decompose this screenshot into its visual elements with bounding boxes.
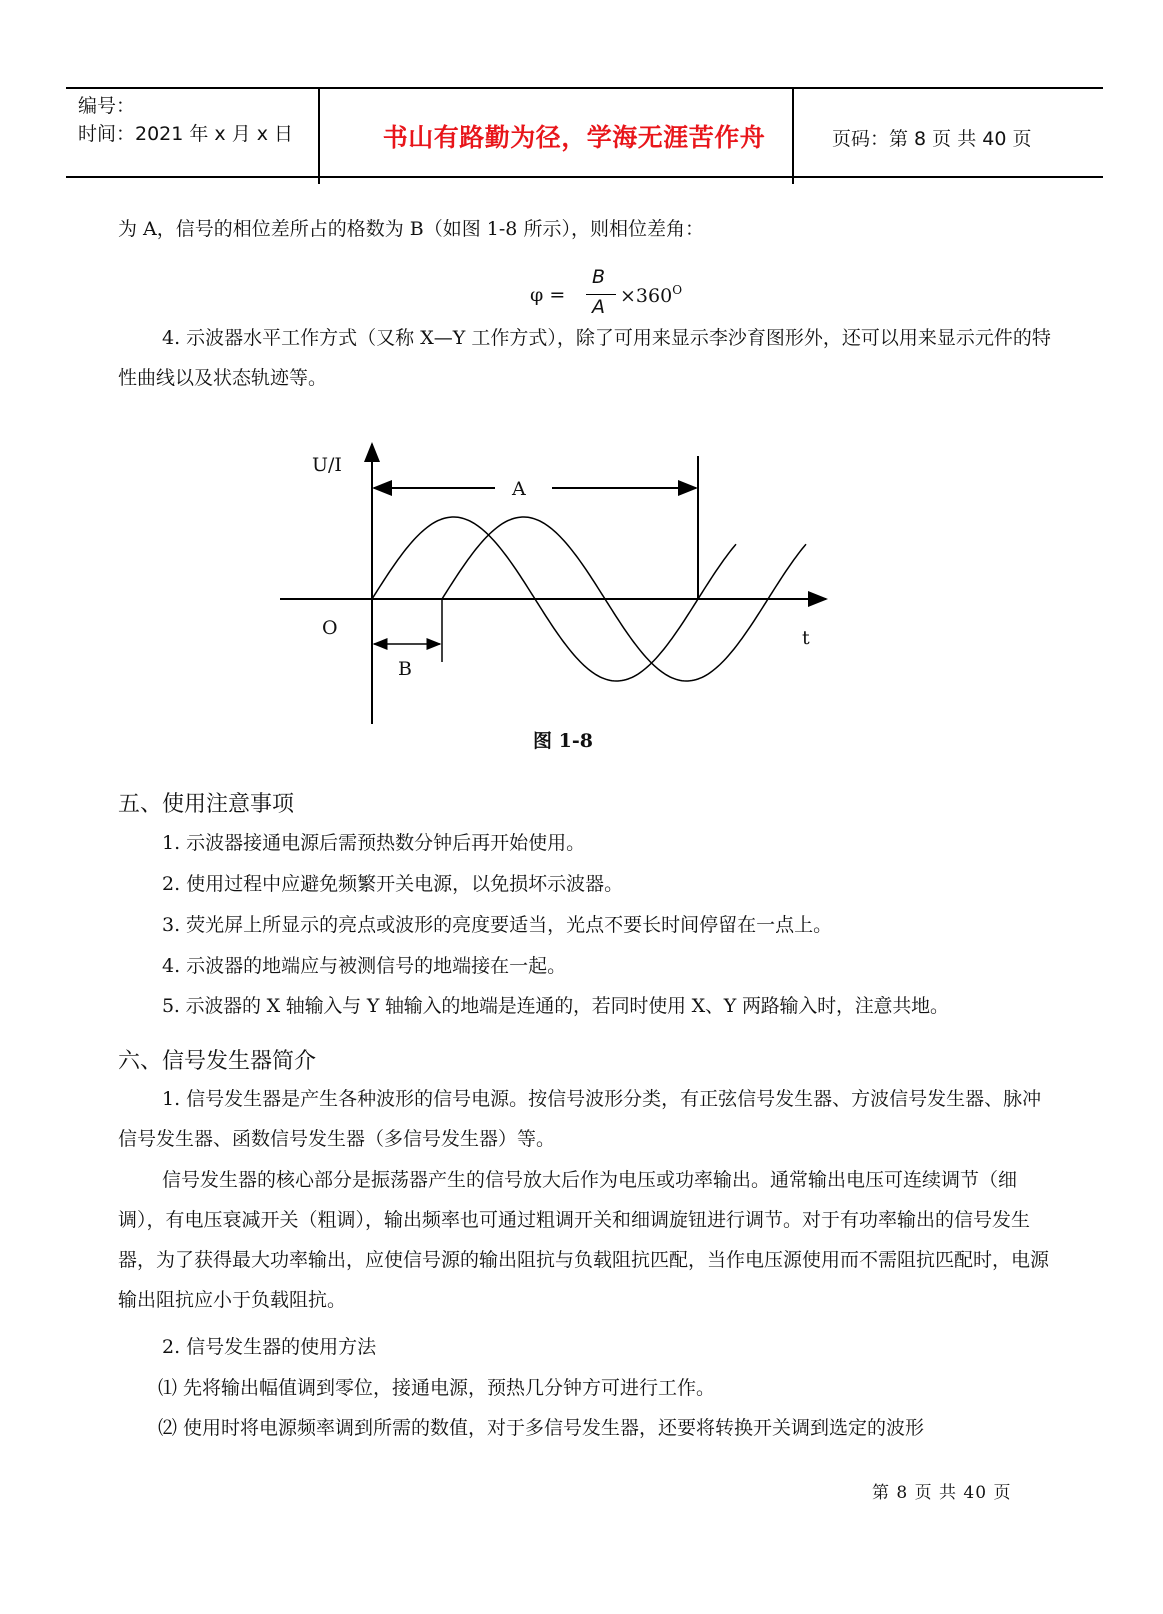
section-6-step-1: ⑴ 先将输出幅值调到零位，接通电源，预热几分钟方可进行工作。 <box>158 1377 716 1399</box>
formula-degree-mark: O <box>672 283 683 297</box>
section-5-item-5: 5. 示波器的 X 轴输入与 Y 轴输入的地端是连通的，若同时使用 X、Y 两路输入时，注意共地。 <box>162 995 949 1017</box>
section-6-paragraph-1: 1. 信号发生器是产生各种波形的信号电源。按信号波形分类，有正弦信号发生器、方波信号发生器、脉冲信号发生器、函数信号发生器（多信号发生器）等。 <box>118 1088 1042 1150</box>
figure-ylabel: U/I <box>312 454 342 476</box>
formula-numerator: B <box>592 266 606 288</box>
figure-xlabel: t <box>802 627 810 649</box>
section-6-heading: 六、信号发生器简介 <box>118 1049 317 1074</box>
header-page-info: 页码：第 8 页 共 40 页 <box>832 128 1032 150</box>
body-line-1: 为 A，信号的相位差所占的格数为 B（如图 1-8 所示），则相位差角： <box>118 218 704 240</box>
section-6-item-2: 2. 信号发生器的使用方法 <box>162 1336 377 1358</box>
section-5-item-3: 3. 荧光屏上所显示的亮点或波形的亮度要适当，光点不要长时间停留在一点上。 <box>162 914 833 936</box>
footer-page-number: 第 8 页 共 40 页 <box>872 1483 1012 1503</box>
section-5-item-4: 4. 示波器的地端应与被测信号的地端接在一起。 <box>162 955 567 977</box>
section-5-item-2: 2. 使用过程中应避免频繁开关电源，以免损坏示波器。 <box>162 873 624 895</box>
paragraph-4: 4. 示波器水平工作方式（又称 X—Y 工作方式），除了可用来显示李沙育图形外，还可以用来显示元件的特性曲线以及状态轨迹等。 <box>118 327 1051 389</box>
formula-denominator: A <box>592 296 605 318</box>
section-5-item-1: 1. 示波器接通电源后需预热数分钟后再开始使用。 <box>162 832 586 854</box>
figure-origin-label: O <box>322 617 338 639</box>
figure-caption: 图 1-8 <box>533 730 593 752</box>
phase-difference-figure <box>0 0 1163 760</box>
section-6-paragraph-2: 信号发生器的核心部分是振荡器产生的信号放大后作为电压或功率输出。通常输出电压可连续调节（细调），有电压衰减开关（粗调），输出频率也可通过粗调开关和细调旋钮进行调节。对于有功率输出的信号发生器，为了获得最大功率输出，应使信号源的输出阻抗与负载阻抗匹配，当作电压源使用而不需阻抗匹配时，电源输出阻抗应小于负载阻抗。 <box>118 1169 1050 1311</box>
formula-factor-value: ×360 <box>620 285 673 307</box>
section-6-step-2: ⑵ 使用时将电源频率调到所需的数值，对于多信号发生器，还要将转换开关调到选定的波形 <box>158 1417 925 1439</box>
figure-label-b: B <box>398 658 412 680</box>
header-number-label: 编号： <box>78 95 136 117</box>
header-motto: 书山有路勤为径，学海无涯苦作舟 <box>382 123 766 152</box>
header-time-label: 时间：2021 年 x 月 x 日 <box>78 123 294 145</box>
formula-lhs: φ = <box>530 284 566 306</box>
section-5-heading: 五、使用注意事项 <box>118 792 295 817</box>
figure-label-a: A <box>512 478 526 500</box>
